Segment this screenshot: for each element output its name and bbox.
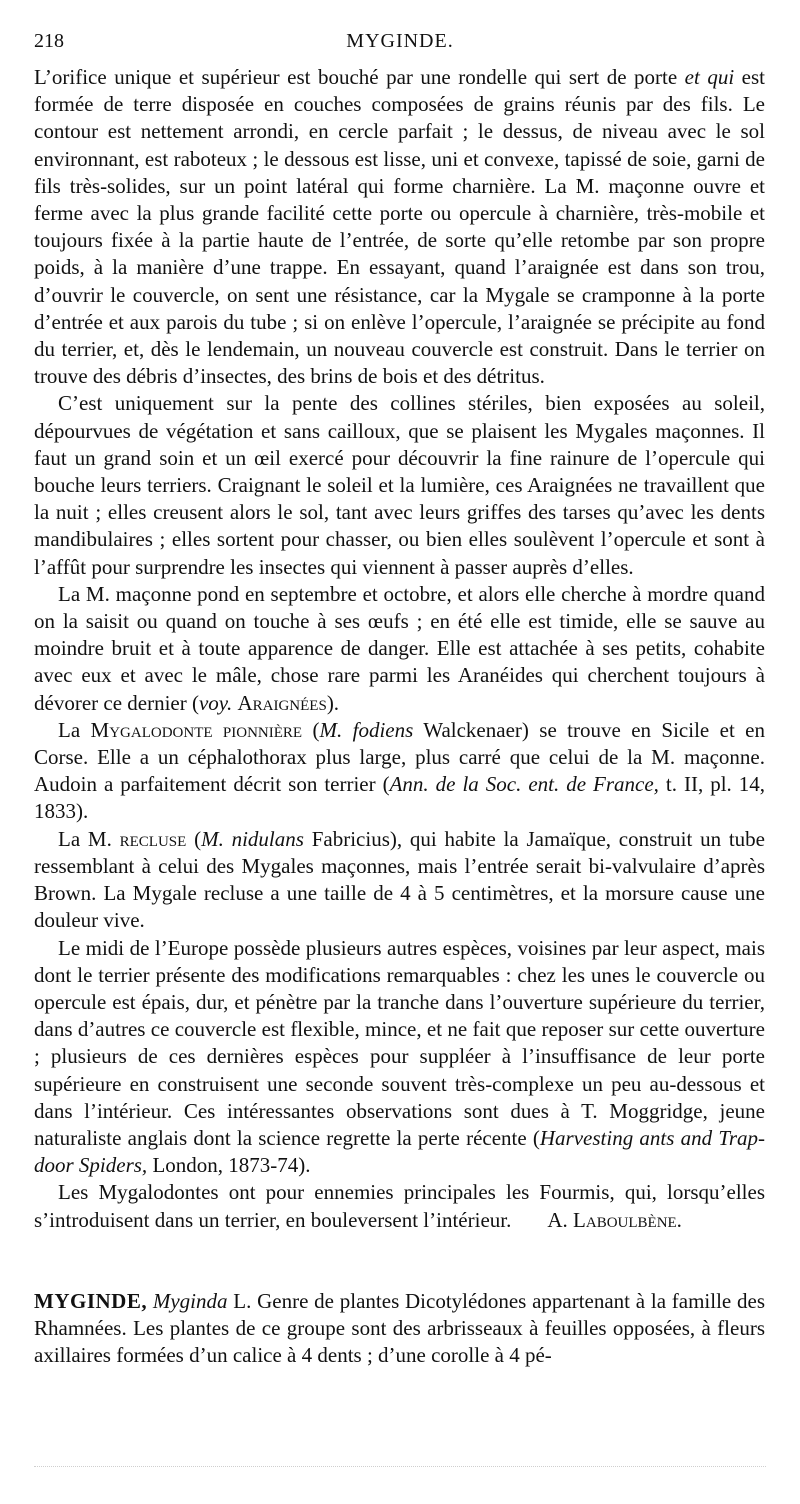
paragraph [34,390,765,580]
italic-run: M. nidulans [201,826,304,851]
italic-run: et qui [684,65,735,89]
paragraph [34,935,765,1180]
page-bottom-marks [34,1466,766,1479]
myginde-entry [34,1288,765,1370]
text-run: London, 1873-74). [147,1153,311,1178]
paragraph [34,581,765,717]
text-run: La M. [58,826,120,851]
italic-run: M. fodiens [319,717,414,742]
text-run: Les Mygalodontes ont pour ennemies principales les Fourmis, qui, lorsqu’elles s’introduisent dans un terrier, en bouleversent l’intérieur. [34,1180,765,1232]
text-run: Fabricius), qui habite la Jamaïque, construit un tube ressemblant à celui des Mygales maçonnes, mais l’entrée serait bi-valvulaire d’après Brown. La Mygale recluse a une taille de 4 à 5 centimètres, et la morsure cause une douleur vive. [34,826,765,933]
signature-name: Laboulbène. [573,1207,682,1232]
small-caps-run: Mygalodonte pionnière [90,717,303,742]
text-run: La M. maçonne pond en septembre et octobre, et alors elle cherche à mordre quand on la saisit ou quand on touche à ses œufs ; en été elle est timide, elle se sauve au moindre bruit et à toute apparence de danger. Elle est attachée à ses petits, cohabite avec eux et avec le mâle, chose rare parmi les Aranéides qui cherchent toujours à dévorer ce dernier ( [34,581,765,715]
paragraph [34,717,765,826]
text-run: C’est uniquement sur la pente des collines stériles, bien exposées au soleil, dépourvues de végétation et sans cailloux, que se plaisent les Mygales maçonnes. Il faut un grand soin et un œil exercé pour découvrir la fine rainure de l’opercule qui bouche leurs terriers. Craignant le soleil et la lumière, ces Araignées ne travaillent que la nuit ; elles creusent alors le sol, tant avec leurs griffes des tarses qu’avec les dents mandibulaires ; elles sortent pour chasser, ou bien elles soulèvent l’opercule et sont à l’affût pour surprendre les insectes qui viennent à passer auprès d’elles. [34,391,765,579]
text-run: ). [326,690,340,715]
entry-genus: Myginda [152,1289,228,1313]
signature-initial: A. [547,1207,568,1232]
page-number: 218 [34,30,64,52]
entry-author: L. [227,1289,252,1313]
text-run: La [58,717,91,742]
entry-headword: MYGINDE, [34,1289,148,1313]
paragraph [34,1179,765,1233]
text-run: est formée de terre disposée en couches composées de grains réunis par des fils. Le contour est nettement arrondi, en cercle parfait ; le dessus, de niveau avec le sol environnant, est raboteux ; le dessous est lisse, uni et convexe, tapissé de soie, garni de fils très-solides, sur un point latéral qui forme charnière. La M. maçonne ouvre et ferme avec la plus grande facilité cette porte ou opercule à charnière, très-mobile et toujours fixée à la partie haute de l’entrée, de sorte qu’elle retombe par son propre poids, à la manière d’une trappe. En essayant, quand l’araignée est dans son trou, d’ouvrir le couvercle, on sent une résistance, car la Mygale se cramponne à la porte d’entrée et aux parois du tube ; si on enlève l’opercule, l’araignée se précipite au fond du terrier, et, dès le lendemain, un nouveau couvercle est construit. Dans le terrier on trouve des débris d’insectes, des brins de bois et des détritus. [34,65,765,389]
article-body [34,64,765,1234]
text-run: ( [302,717,320,742]
italic-run: voy. [198,690,233,715]
entry-text: Genre de plantes Dicotylédones appartenant à la famille des Rhamnées. Les plantes de ce groupe sont des arbrisseaux à feuilles opposées, à fleurs axillaires formées d’un calice à 4 dents ; d’une corolle à 4 pé- [34,1289,766,1368]
italic-run: Ann. de la Soc. ent. de France, [389,772,659,797]
text-run: L’orifice unique et supérieur est bouché par une rondelle qui sert de porte [34,65,685,89]
text-run: Walckenaer) se trouve en Sicile et en Corse. Elle a un céphalothorax plus large, plus carré que celui de la M. maçonne. Audoin a parfaitement décrit son terrier ( [34,717,765,797]
text-run: Le midi de l’Europe possède plusieurs autres espèces, voisines par leur aspect, mais dont le terrier présente des modifications remarquables : chez les unes le couvercle ou opercule est épais, dur, et pénètre par la tranche dans l’ouverture supérieure du terrier, dans d’autres ce couvercle est flexible, mince, et ne fait que reposer sur cette ouverture ; plusieurs de ces dernières espèces pour suppléer à l’insuffisance de leur porte supérieure en construisent une seconde souvent très-complexe un peu au-dessous et dans l’intérieur. Ces intéressantes observations sont dues à T. Moggridge, jeune naturaliste anglais dont la science regrette la perte récente ( [34,935,765,1150]
paragraph [34,826,765,935]
author-signature [511,1208,682,1232]
paragraph [34,64,765,390]
small-caps-run: Araignées [237,690,327,715]
text-run: t. II, pl. 14, 1833). [34,772,766,824]
text-run: ( [186,826,202,851]
running-title: MYGINDE. [346,30,454,52]
italic-run: Harvesting ants and Trap-door Spiders, [34,1125,766,1178]
small-caps-run: recluse [119,826,187,851]
running-header [34,30,766,58]
